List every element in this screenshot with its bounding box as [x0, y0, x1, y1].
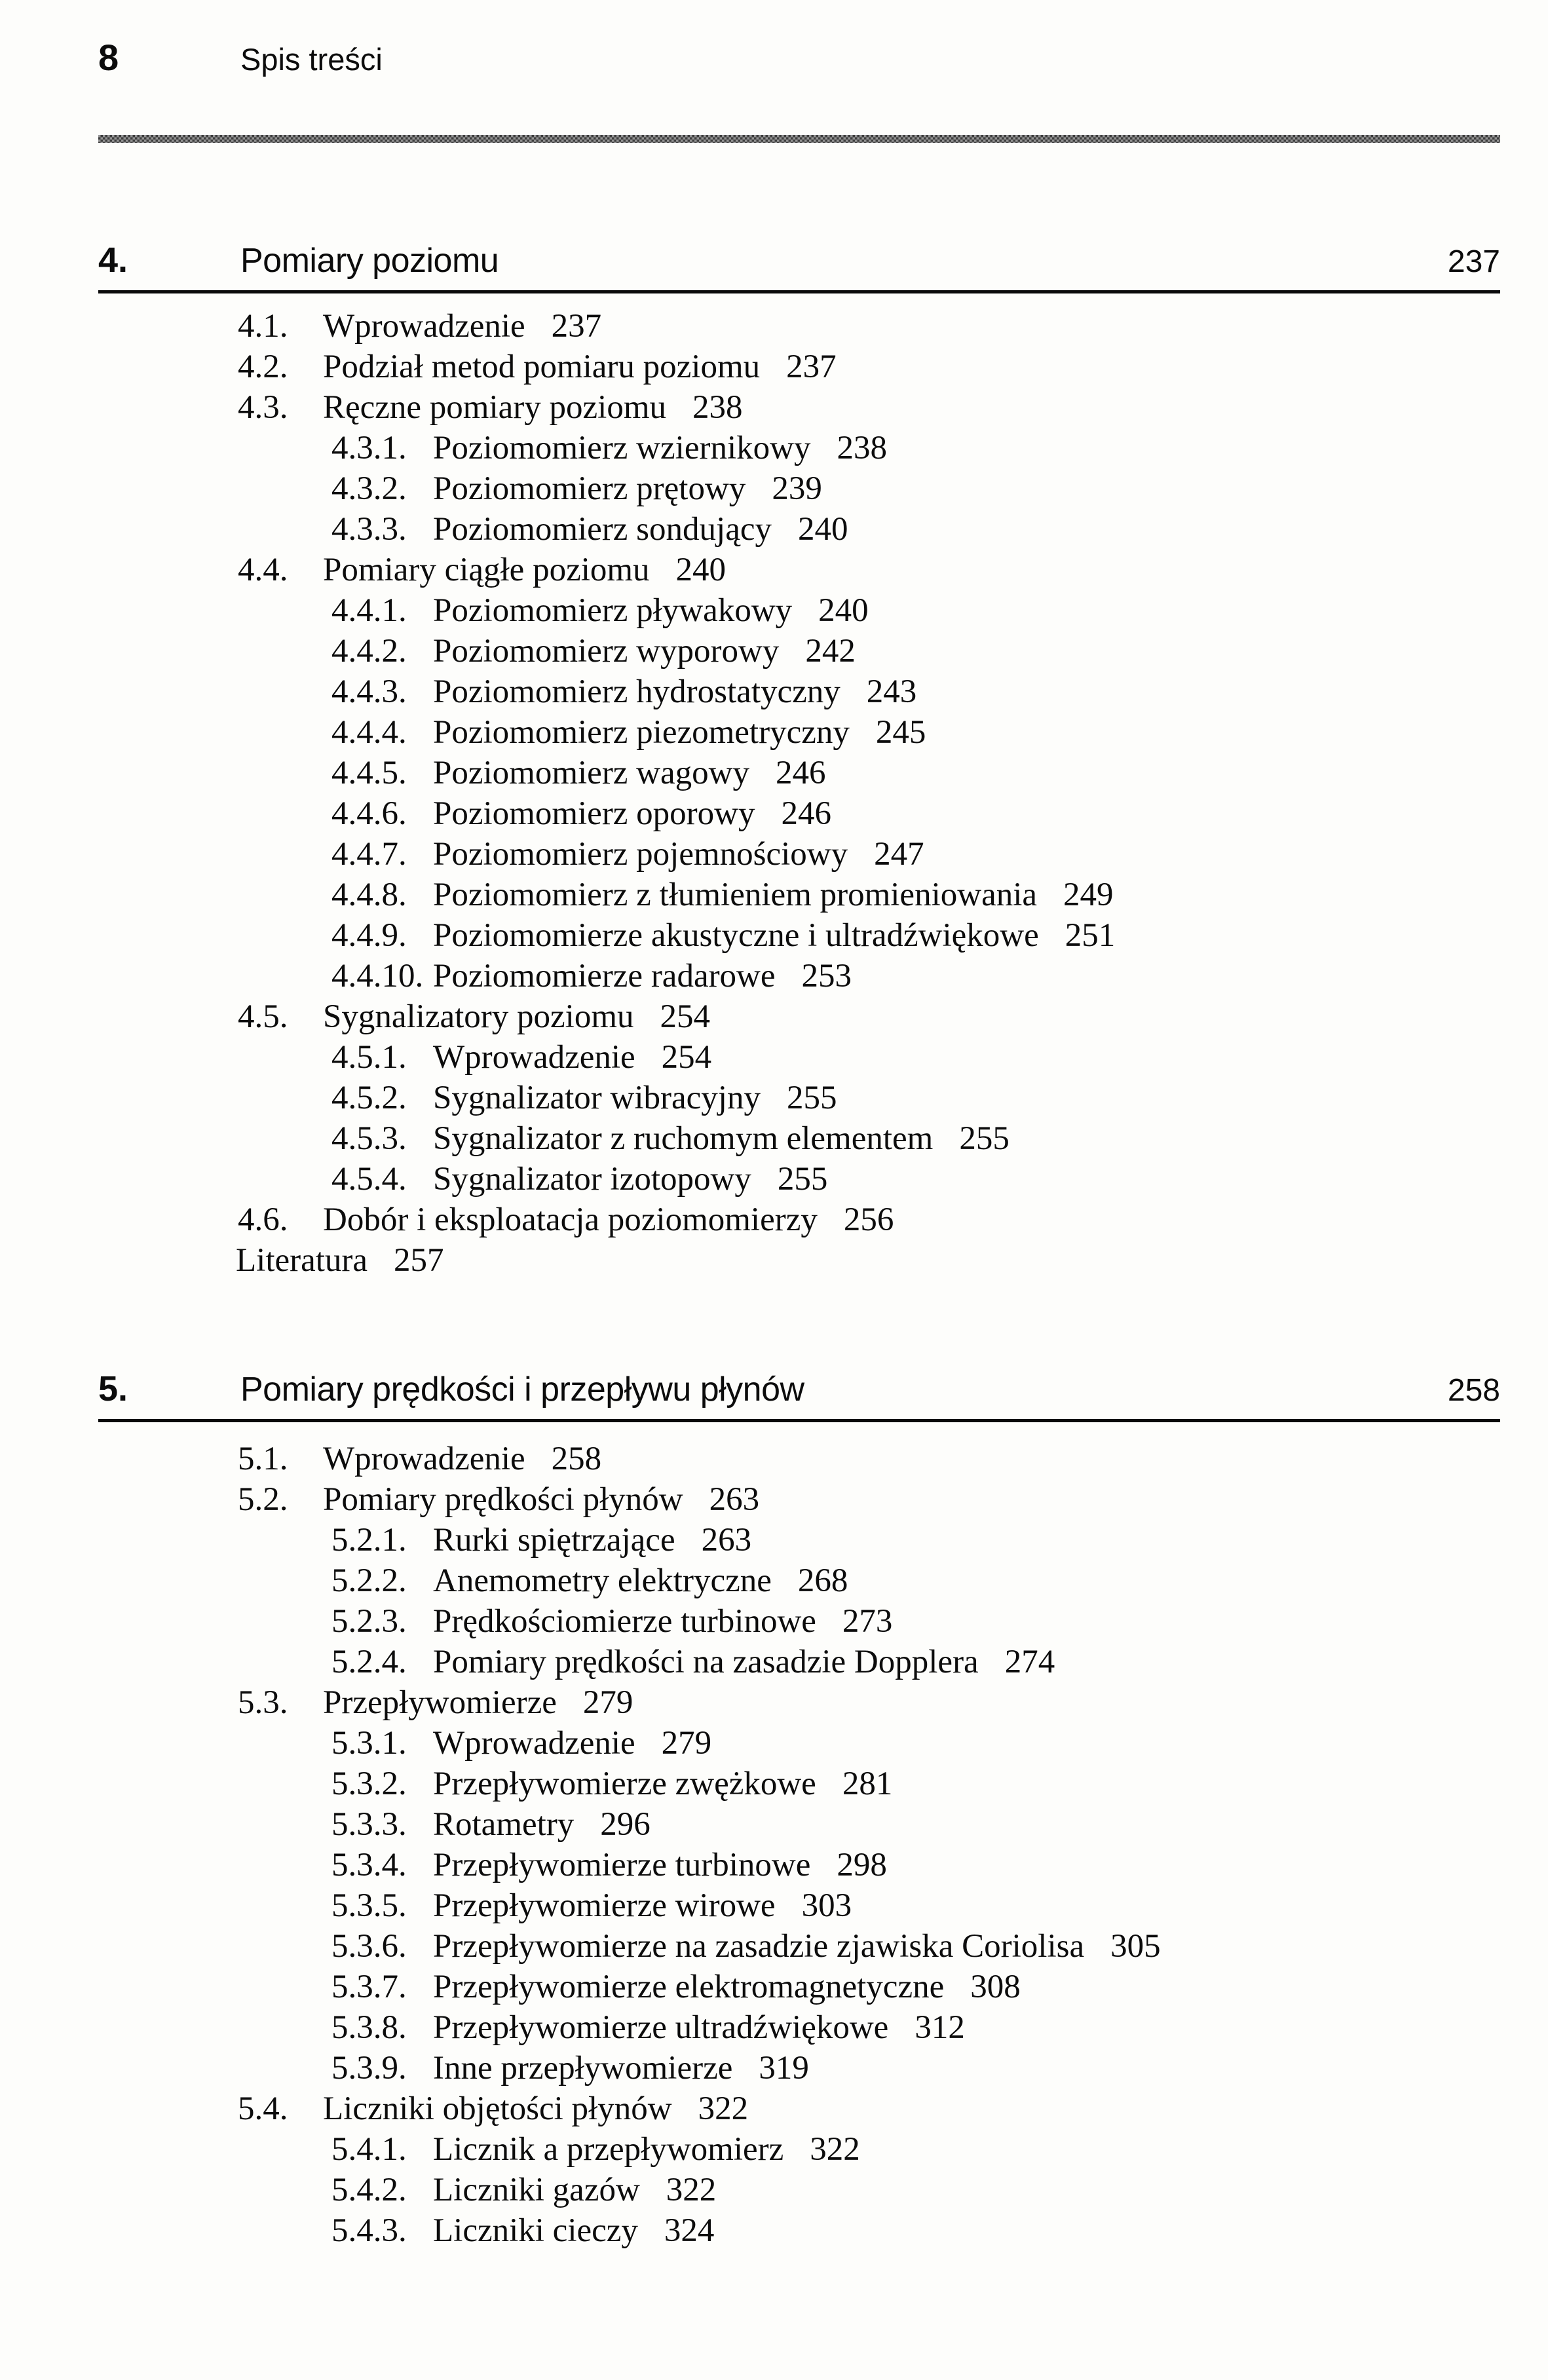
- entry-label: Rurki spiętrzające: [433, 1522, 675, 1558]
- section-title: Pomiary prędkości i przepływu płynów: [240, 1370, 804, 1408]
- entry-page-number: 258: [551, 1441, 602, 1477]
- entry-page-number: 239: [772, 470, 822, 507]
- entry-label: Pomiary ciągłe poziomu: [323, 552, 650, 588]
- entry-page-number: 240: [818, 592, 869, 629]
- entry-number: 5.4.3.: [331, 2212, 407, 2249]
- entry-page-number: 324: [664, 2212, 715, 2249]
- entry-number: 5.3.4.: [331, 1847, 407, 1883]
- entry-label: Poziomomierz pływakowy: [433, 592, 793, 629]
- entry-label: Przepływomierze na zasadzie zjawiska Coriolisa: [433, 1928, 1085, 1965]
- entry-number: 5.3.5.: [331, 1887, 407, 1924]
- entry-page-number: 251: [1065, 917, 1116, 954]
- entry-label: Wprowadzenie: [323, 1441, 525, 1477]
- entry-label: Poziomomierze akustyczne i ultradźwiękowe: [433, 917, 1039, 954]
- entry-label: Inne przepływomierze: [433, 2050, 733, 2087]
- entry-label: Literatura: [236, 1242, 368, 1279]
- entry-label: Poziomomierz wagowy: [433, 755, 749, 791]
- entry-number: 4.4.8.: [331, 877, 407, 913]
- entry-page-number: 238: [692, 389, 743, 426]
- entry-page-number: 255: [777, 1161, 828, 1198]
- entry-label: Rotametry: [433, 1806, 575, 1843]
- entry-page-number: 246: [775, 755, 826, 791]
- toc-entry: [98, 470, 1500, 507]
- entry-number: 4.5.1.: [331, 1039, 407, 1076]
- section-heading: [98, 1370, 1500, 1410]
- entry-number: 5.2.: [238, 1481, 288, 1518]
- entry-label: Dobór i eksploatacja poziomomierzy: [323, 1201, 818, 1238]
- entry-number: 5.3.3.: [331, 1806, 407, 1843]
- entry-label: Poziomomierz z tłumieniem promieniowania: [433, 877, 1038, 913]
- entry-number: 4.4.2.: [331, 633, 407, 670]
- entry-number: 4.4.: [238, 552, 288, 588]
- section-page-number: 237: [1447, 244, 1500, 279]
- section-page-number: 258: [1447, 1373, 1500, 1408]
- toc-entry: [98, 755, 1500, 791]
- entry-number: 4.4.7.: [331, 836, 407, 873]
- toc-entry: [98, 2131, 1500, 2168]
- entry-label: Przepływomierze elektromagnetyczne: [433, 1969, 945, 2005]
- entry-label: Poziomomierz sondujący: [433, 511, 772, 548]
- entry-page-number: 253: [801, 958, 852, 994]
- toc-entry: [98, 998, 1500, 1035]
- toc-entry: [98, 1969, 1500, 2005]
- toc-section-4: [98, 240, 1500, 1279]
- entry-page-number: 281: [842, 1766, 893, 1802]
- toc-entry: [98, 958, 1500, 994]
- entry-number: 5.2.2.: [331, 1562, 407, 1599]
- toc-entry: [98, 673, 1500, 710]
- entry-page-number: 312: [915, 2009, 965, 2046]
- toc-entry: [98, 389, 1500, 426]
- entry-page-number: 238: [837, 430, 887, 466]
- section-entries: [98, 1441, 1500, 2249]
- entry-number: 4.3.3.: [331, 511, 407, 548]
- header-title: Spis treści: [240, 42, 383, 77]
- entry-label: Ręczne pomiary poziomu: [323, 389, 666, 426]
- toc-section-5: [98, 1369, 1500, 2249]
- entry-number: 5.1.: [238, 1441, 288, 1477]
- toc-entry: [98, 836, 1500, 873]
- entry-page-number: 322: [810, 2131, 860, 2168]
- entry-number: 5.2.3.: [331, 1603, 407, 1640]
- entry-page-number: 240: [675, 552, 727, 588]
- toc-entry: [98, 1441, 1500, 1477]
- entry-page-number: 242: [805, 633, 856, 670]
- entry-number: 4.5.4.: [331, 1161, 407, 1198]
- section-rule: [98, 290, 1500, 293]
- entry-label: Podział metod pomiaru poziomu: [323, 349, 761, 385]
- toc-entry: [98, 1725, 1500, 1762]
- entry-page-number: 247: [874, 836, 924, 873]
- entry-label: Liczniki cieczy: [433, 2212, 638, 2249]
- entry-number: 5.4.1.: [331, 2131, 407, 2168]
- toc-entry: [98, 2050, 1500, 2087]
- book-page-number: 8: [98, 37, 119, 78]
- toc-entry: [98, 592, 1500, 629]
- toc-entry: [98, 1603, 1500, 1640]
- entry-page-number: 249: [1063, 877, 1114, 913]
- entry-number: 4.4.10.: [331, 958, 424, 994]
- toc-entry: [98, 1522, 1500, 1558]
- entry-number: 4.1.: [238, 308, 288, 345]
- toc-entry: [98, 2090, 1500, 2127]
- entry-page-number: 246: [781, 795, 831, 832]
- toc-entry: [98, 308, 1500, 345]
- toc-entry: [98, 1562, 1500, 1599]
- toc-entry: [98, 633, 1500, 670]
- entry-number: 4.6.: [238, 1201, 288, 1238]
- toc-entry: [98, 1201, 1500, 1238]
- toc-entry: [98, 1766, 1500, 1802]
- toc-entry: [98, 349, 1500, 385]
- entry-number: 4.3.2.: [331, 470, 407, 507]
- toc-entry: [98, 1684, 1500, 1721]
- entry-label: Poziomomierz prętowy: [433, 470, 746, 507]
- entry-page-number: 263: [701, 1522, 752, 1558]
- entry-label: Pomiary prędkości płynów: [323, 1481, 683, 1518]
- entry-number: 5.3.2.: [331, 1766, 407, 1802]
- entry-number: 4.3.: [238, 389, 288, 426]
- entry-number: 5.2.1.: [331, 1522, 407, 1558]
- toc-entry: [98, 1120, 1500, 1157]
- entry-label: Wprowadzenie: [323, 308, 525, 345]
- entry-label: Anemometry elektryczne: [433, 1562, 772, 1599]
- toc-entry: [98, 877, 1500, 913]
- section-title: Pomiary poziomu: [240, 242, 499, 280]
- entry-page-number: 303: [801, 1887, 852, 1924]
- entry-number: 5.3.8.: [331, 2009, 407, 2046]
- entry-page-number: 255: [959, 1120, 1010, 1157]
- entry-page-number: 274: [1004, 1644, 1055, 1680]
- entry-number: 5.3.9.: [331, 2050, 407, 2087]
- entry-page-number: 256: [843, 1201, 894, 1238]
- entry-page-number: 237: [551, 308, 602, 345]
- toc-entry: [98, 2212, 1500, 2249]
- entry-page-number: 296: [600, 1806, 651, 1843]
- entry-number: 4.4.9.: [331, 917, 407, 954]
- entry-number: 4.4.1.: [331, 592, 407, 629]
- toc-entry: [98, 1161, 1500, 1198]
- entry-label: Sygnalizator izotopowy: [433, 1161, 751, 1198]
- entry-page-number: 322: [666, 2172, 717, 2208]
- entry-number: 5.4.2.: [331, 2172, 407, 2208]
- entry-label: Poziomomierz pojemnościowy: [433, 836, 848, 873]
- toc-entry: [98, 430, 1500, 466]
- entry-number: 4.3.1.: [331, 430, 407, 466]
- entry-number: 4.4.5.: [331, 755, 407, 791]
- entry-page-number: 237: [786, 349, 837, 385]
- entry-label: Sygnalizator wibracyjny: [433, 1080, 761, 1116]
- entry-label: Przepływomierze: [323, 1684, 557, 1721]
- entry-number: 5.3.1.: [331, 1725, 407, 1762]
- entry-label: Wprowadzenie: [433, 1725, 635, 1762]
- entry-label: Sygnalizatory poziomu: [323, 998, 634, 1035]
- entry-page-number: 268: [797, 1562, 848, 1599]
- entry-label: Przepływomierze zwężkowe: [433, 1766, 816, 1802]
- entry-page-number: 243: [866, 673, 917, 710]
- section-heading: [98, 241, 1500, 281]
- entry-page-number: 298: [837, 1847, 887, 1883]
- entry-label: Przepływomierze turbinowe: [433, 1847, 811, 1883]
- entry-number: 5.4.: [238, 2090, 288, 2127]
- entry-label: Pomiary prędkości na zasadzie Dopplera: [433, 1644, 979, 1680]
- entry-label: Sygnalizator z ruchomym elementem: [433, 1120, 934, 1157]
- entry-page-number: 255: [786, 1080, 837, 1116]
- entry-page-number: 322: [698, 2090, 749, 2127]
- toc-entry: [98, 1039, 1500, 1076]
- entry-number: 5.3.6.: [331, 1928, 407, 1965]
- entry-page-number: 279: [582, 1684, 633, 1721]
- toc-entry: [98, 2172, 1500, 2208]
- toc-entry: [98, 1887, 1500, 1924]
- entry-page-number: 245: [875, 714, 926, 751]
- page-header: [98, 37, 1500, 79]
- entry-number: 4.2.: [238, 349, 288, 385]
- entry-number: 4.4.6.: [331, 795, 407, 832]
- toc-entry: [98, 1847, 1500, 1883]
- entry-label: Prędkościomierze turbinowe: [433, 1603, 816, 1640]
- entry-label: Liczniki objętości płynów: [323, 2090, 672, 2127]
- header-rule: [98, 135, 1500, 143]
- section-entries: [98, 308, 1500, 1279]
- toc-entry: [98, 1928, 1500, 1965]
- entry-page-number: 279: [661, 1725, 712, 1762]
- toc-entry: [98, 1080, 1500, 1116]
- toc-entry: [98, 1242, 1500, 1279]
- entry-page-number: 254: [660, 998, 710, 1035]
- section-number: 4.: [98, 240, 128, 280]
- section-number: 5.: [98, 1369, 128, 1408]
- entry-number: 5.3.7.: [331, 1969, 407, 2005]
- entry-page-number: 257: [394, 1242, 444, 1279]
- toc-entry: [98, 552, 1500, 588]
- toc-entry: [98, 714, 1500, 751]
- entry-page-number: 319: [759, 2050, 809, 2087]
- entry-page-number: 240: [797, 511, 848, 548]
- section-rule: [98, 1419, 1500, 1422]
- toc-entry: [98, 1481, 1500, 1518]
- entry-label: Poziomomierz oporowy: [433, 795, 755, 832]
- entry-label: Poziomomierz hydrostatyczny: [433, 673, 840, 710]
- entry-label: Przepływomierze ultradźwiękowe: [433, 2009, 889, 2046]
- entry-label: Przepływomierze wirowe: [433, 1887, 776, 1924]
- entry-number: 5.3.: [238, 1684, 288, 1721]
- toc-entry: [98, 795, 1500, 832]
- toc-entry: [98, 511, 1500, 548]
- entry-label: Liczniki gazów: [433, 2172, 640, 2208]
- entry-label: Poziomomierz piezometryczny: [433, 714, 850, 751]
- entry-label: Poziomomierz wyporowy: [433, 633, 780, 670]
- entry-label: Poziomomierz wziernikowy: [433, 430, 811, 466]
- entry-number: 4.4.4.: [331, 714, 407, 751]
- entry-number: 5.2.4.: [331, 1644, 407, 1680]
- entry-page-number: 305: [1110, 1928, 1161, 1965]
- toc-entry: [98, 1644, 1500, 1680]
- entry-page-number: 254: [661, 1039, 712, 1076]
- entry-label: Poziomomierze radarowe: [433, 958, 776, 994]
- entry-number: 4.5.3.: [331, 1120, 407, 1157]
- entry-number: 4.5.2.: [331, 1080, 407, 1116]
- toc-entry: [98, 917, 1500, 954]
- entry-page-number: 263: [709, 1481, 760, 1518]
- entry-number: 4.5.: [238, 998, 288, 1035]
- entry-page-number: 273: [842, 1603, 893, 1640]
- entry-page-number: 308: [970, 1969, 1021, 2005]
- entry-label: Wprowadzenie: [433, 1039, 635, 1076]
- entry-number: 4.4.3.: [331, 673, 407, 710]
- toc-entry: [98, 2009, 1500, 2046]
- entry-label: Licznik a przepływomierz: [433, 2131, 784, 2168]
- toc-entry: [98, 1806, 1500, 1843]
